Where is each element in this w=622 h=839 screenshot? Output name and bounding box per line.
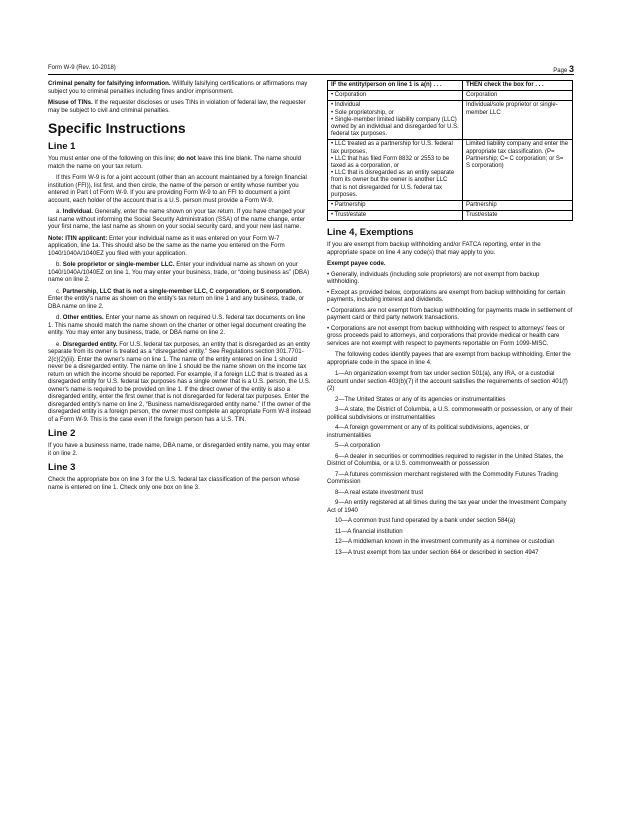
list-item: 2—The United States or any of its agencies or instrumentalities — [335, 395, 506, 403]
item-b-text: Enter your individual name as shown on your 1040/1040A/1040EZ on line 1. You may enter your business, trade, or “doing business as” (DBA) name on line 2. — [48, 261, 310, 283]
line3-text: Check the appropriate box on line 3 for the U.S. federal tax classification of the person whose name is entered on line 1. Check only one box on line 3. — [48, 476, 300, 491]
table-cell-entity — [328, 211, 463, 221]
item-d-text: Enter your name as shown on required U.S. federal tax documents on line 1. This name should match the name shown on the charter or other legal document creating the entity. You may enter any business, trade, or DBA name on line 2. — [48, 314, 307, 336]
misuse-heading: Misuse of TINs. — [48, 99, 93, 106]
item-a-individual — [48, 208, 311, 231]
list-item: • Corporations are not exempt from backup withholding for payments made in settlement of payment card or third party network transactions. — [327, 306, 573, 322]
page-prefix: Page — [553, 68, 568, 74]
exempt-codes-list — [327, 370, 573, 556]
table-cell-entity — [328, 201, 463, 211]
line3-title: Line 3 — [48, 462, 76, 473]
cell-line: • Individual — [331, 102, 361, 109]
criminal-penalty-para — [48, 80, 311, 95]
list-item: 1—An organization exempt from tax under section 501(a), any IRA, or a custodial account under section 403(b)(7) if the account satisfies the requirements of section 401(f)(2) — [327, 370, 568, 393]
line1-para1 — [48, 155, 311, 170]
item-c-partnership — [48, 288, 311, 311]
list-item: 12—A middleman known in the investment community as a nominee or custodian — [335, 538, 555, 546]
line1-p1-a: You must enter one of the following on this line; — [48, 155, 178, 162]
table-cell-box: Partnership — [463, 201, 573, 211]
cell-line: • Partnership — [331, 202, 366, 209]
line4-intro: If you are exempt from backup withholding and/or FATCA reporting, enter in the appropriate space on line 4 any code(s) that may apply to you. — [327, 241, 541, 256]
cell-line: • Sole proprietorship, or — [331, 109, 394, 116]
item-d-prefix: d. — [56, 314, 63, 321]
item-a-text: Generally, enter the name shown on your tax return. If you have changed your last name without informing the Social Security Administration (SSA) of the name change, enter your first name, the last name as shown on your social security card, and your new last name. — [48, 208, 306, 230]
page-number: 3 — [568, 64, 574, 74]
exempt-bullet-list — [327, 271, 573, 348]
cell-line: • Corporation — [331, 92, 367, 99]
line1-p1-c: leave this line blank. The name should match the name on your tax return. — [48, 155, 302, 170]
entity-classification-table — [327, 80, 573, 221]
item-b-prefix: b. — [56, 261, 63, 268]
right-column — [327, 80, 573, 559]
table-row — [328, 140, 573, 201]
criminal-penalty-heading: Criminal penalty for falsifying information. — [48, 80, 171, 87]
item-b-sole-proprietor — [48, 261, 311, 284]
line2-title: Line 2 — [48, 428, 76, 439]
item-d-heading: Other entities. — [62, 314, 104, 321]
page-header — [48, 60, 574, 75]
list-item: 7—A futures commission merchant registered with the Commodity Futures Trading Commission — [327, 470, 558, 486]
cell-line: • LLC treated as a partnership for U.S. federal tax purposes, — [331, 141, 453, 155]
exempt-payee-code-heading: Exempt payee code. — [327, 260, 386, 268]
list-item: • Except as provided below, corporations are exempt from backup withholding for certain payments, including interest and dividends. — [327, 288, 566, 304]
line2-text: If you have a business name, trade name, DBA name, or disregarded entity name, you may enter it on line 2. — [48, 442, 311, 457]
form-id: Form W-9 (Rev. 10-2018) — [48, 65, 116, 71]
list-item: 13—A trust exempt from tax under section 664 or described in section 4947 — [335, 548, 539, 556]
list-item: 3—A state, the District of Columbia, a U.S. commonwealth or possession, or any of their political subdivisions or instrumentalities — [327, 406, 573, 421]
itin-note-heading: Note: ITIN applicant: — [48, 234, 108, 242]
item-b-heading: Sole proprietor or single-member LLC. — [62, 261, 175, 268]
left-column — [48, 80, 311, 495]
criminal-penalty-text: Willfully falsifying certifications or affirmations may subject you to criminal penalties including fines and/or imprisonment. — [48, 80, 308, 95]
cell-line: • LLC that has filed Form 8832 or 2553 to be taxed as a corporation, or — [331, 155, 450, 170]
item-c-prefix: c. — [56, 287, 63, 295]
list-item: • Corporations are not exempt from backup withholding with respect to attorneys' fees or gross proceeds paid to attorneys, and corporations that provide medical or health care services are not exempt with respect to payments reportable on Form 1099-MISC. — [327, 324, 565, 347]
table-cell-box: Corporation — [463, 91, 573, 101]
table-cell-box: Trust/estate — [463, 211, 573, 221]
cell-line: • Trust/estate — [331, 212, 367, 219]
list-item: 6—A dealer in securities or commodities required to register in the United States, the District of Columbia, or a U.S. commonwealth or possession — [327, 452, 564, 468]
item-d-other-entities — [48, 314, 311, 337]
line4-title: Line 4, Exemptions — [327, 227, 414, 239]
list-item: 5—A corporation — [335, 442, 381, 450]
table-row — [328, 201, 573, 211]
table-row — [328, 211, 573, 221]
cell-line: • LLC that is disregarded as an entity separate from its owner but the owner is another LLC that is not disregarded for U.S. federal tax purposes. — [331, 170, 455, 198]
table-cell-box: Limited liability company and enter the appropriate tax classification. (P= Partnership; C= C corporation; or S= S corporation) — [463, 140, 573, 201]
item-e-heading: Disregarded entity. — [62, 340, 118, 348]
list-item: • Generally, individuals (including sole proprietors) are not exempt from backup withholding. — [327, 270, 540, 286]
line1-p1-b: do not — [177, 155, 196, 162]
item-e-text: For U.S. federal tax purposes, an entity that is disregarded as an entity separate from its owner is treated as a “disregarded entity.” See Regulations section 301.7701-2(c)(2)(iii). Enter the owner's name on line 1. The name of the entity entered on line 1 should never be a disregarded entity. The name on line 1 should be the name shown on the income tax return on which the income should be reported. For example, if a foreign LLC that is treated as a disregarded entity for U.S. federal tax purposes has a single owner that is a U.S. person, the U.S. owner's name is required to be provided on line 1. If the direct owner of the entity is also a disregarded entity, enter the first owner that is not disregarded for federal tax purposes. Enter the disregarded entity's name on line 2, “Business name/disregarded entity name.” If the owner of the disregarded entity is a foreign person, the owner must complete an appropriate Form W-8 instead of a Form W-9. This is the case even if the foreign person has a U.S. TIN. — [48, 340, 311, 423]
list-item: 11—A financial institution — [335, 527, 403, 535]
itin-note — [48, 235, 311, 258]
item-c-text: Enter the entity's name as shown on the entity's tax return on line 1 and any business, trade, or DBA name on line 2. — [48, 295, 305, 310]
cell-line: • Single-member limited liability company (LLC) owned by an individual and disregarded for U.S. federal tax purposes. — [331, 116, 459, 138]
list-item: 9—An entity registered at all times during the tax year under the Investment Company Act of 1940 — [327, 499, 567, 514]
table-head-left: IF the entity/person on line 1 is a(n) . . . — [328, 81, 463, 91]
itin-note-text: Enter your individual name as it was entered on your Form W-7 application, line 1a. This should also be the same as the name you entered on the Form 1040/1040A/1040EZ you filed with your application. — [48, 234, 285, 257]
table-cell-box: Individual/sole proprietor or single-member LLC — [463, 101, 573, 140]
table-header-row — [328, 81, 573, 91]
page-number-label — [553, 64, 574, 74]
misuse-para — [48, 99, 311, 114]
item-a-prefix: a. — [56, 208, 63, 215]
table-cell-entity — [328, 101, 463, 140]
line1-para2: If this Form W-9 is for a joint account (other than an account maintained by a foreign financial institution (FFI)), list first, and then circle, the name of the person or entity whose number you entered in Part I of Form W-9. If you are providing Form W-9 to an FFI to document a joint account, each holder of the account that is a U.S. person must provide a Form W-9. — [48, 174, 307, 204]
list-item: 10—A common trust fund operated by a bank under section 584(a) — [335, 517, 516, 525]
table-head-right: THEN check the box for . . . — [463, 81, 573, 91]
misuse-text: If the requester discloses or uses TINs in violation of federal law, the requester may be subject to civil and criminal penalties. — [48, 99, 306, 114]
item-a-heading: Individual. — [62, 208, 93, 215]
table-cell-entity — [328, 91, 463, 101]
list-item: 4—A foreign government or any of its political subdivisions, agencies, or instrumentalities — [327, 424, 530, 439]
codes-intro: The following codes identify payees that are exempt from backup withholding. Enter the appropriate code in the space in line 4. — [327, 351, 571, 366]
table-cell-entity — [328, 140, 463, 201]
item-c-heading: Partnership, LLC that is not a single-member LLC, C corporation, or S corporation. — [62, 287, 302, 295]
table-row — [328, 101, 573, 140]
list-item: 8—A real estate investment trust — [335, 488, 424, 496]
specific-instructions-title: Specific Instructions — [48, 120, 186, 136]
table-row — [328, 91, 573, 101]
item-e-disregarded — [48, 341, 311, 424]
item-e-prefix: e. — [56, 340, 63, 348]
line1-title: Line 1 — [48, 141, 76, 152]
